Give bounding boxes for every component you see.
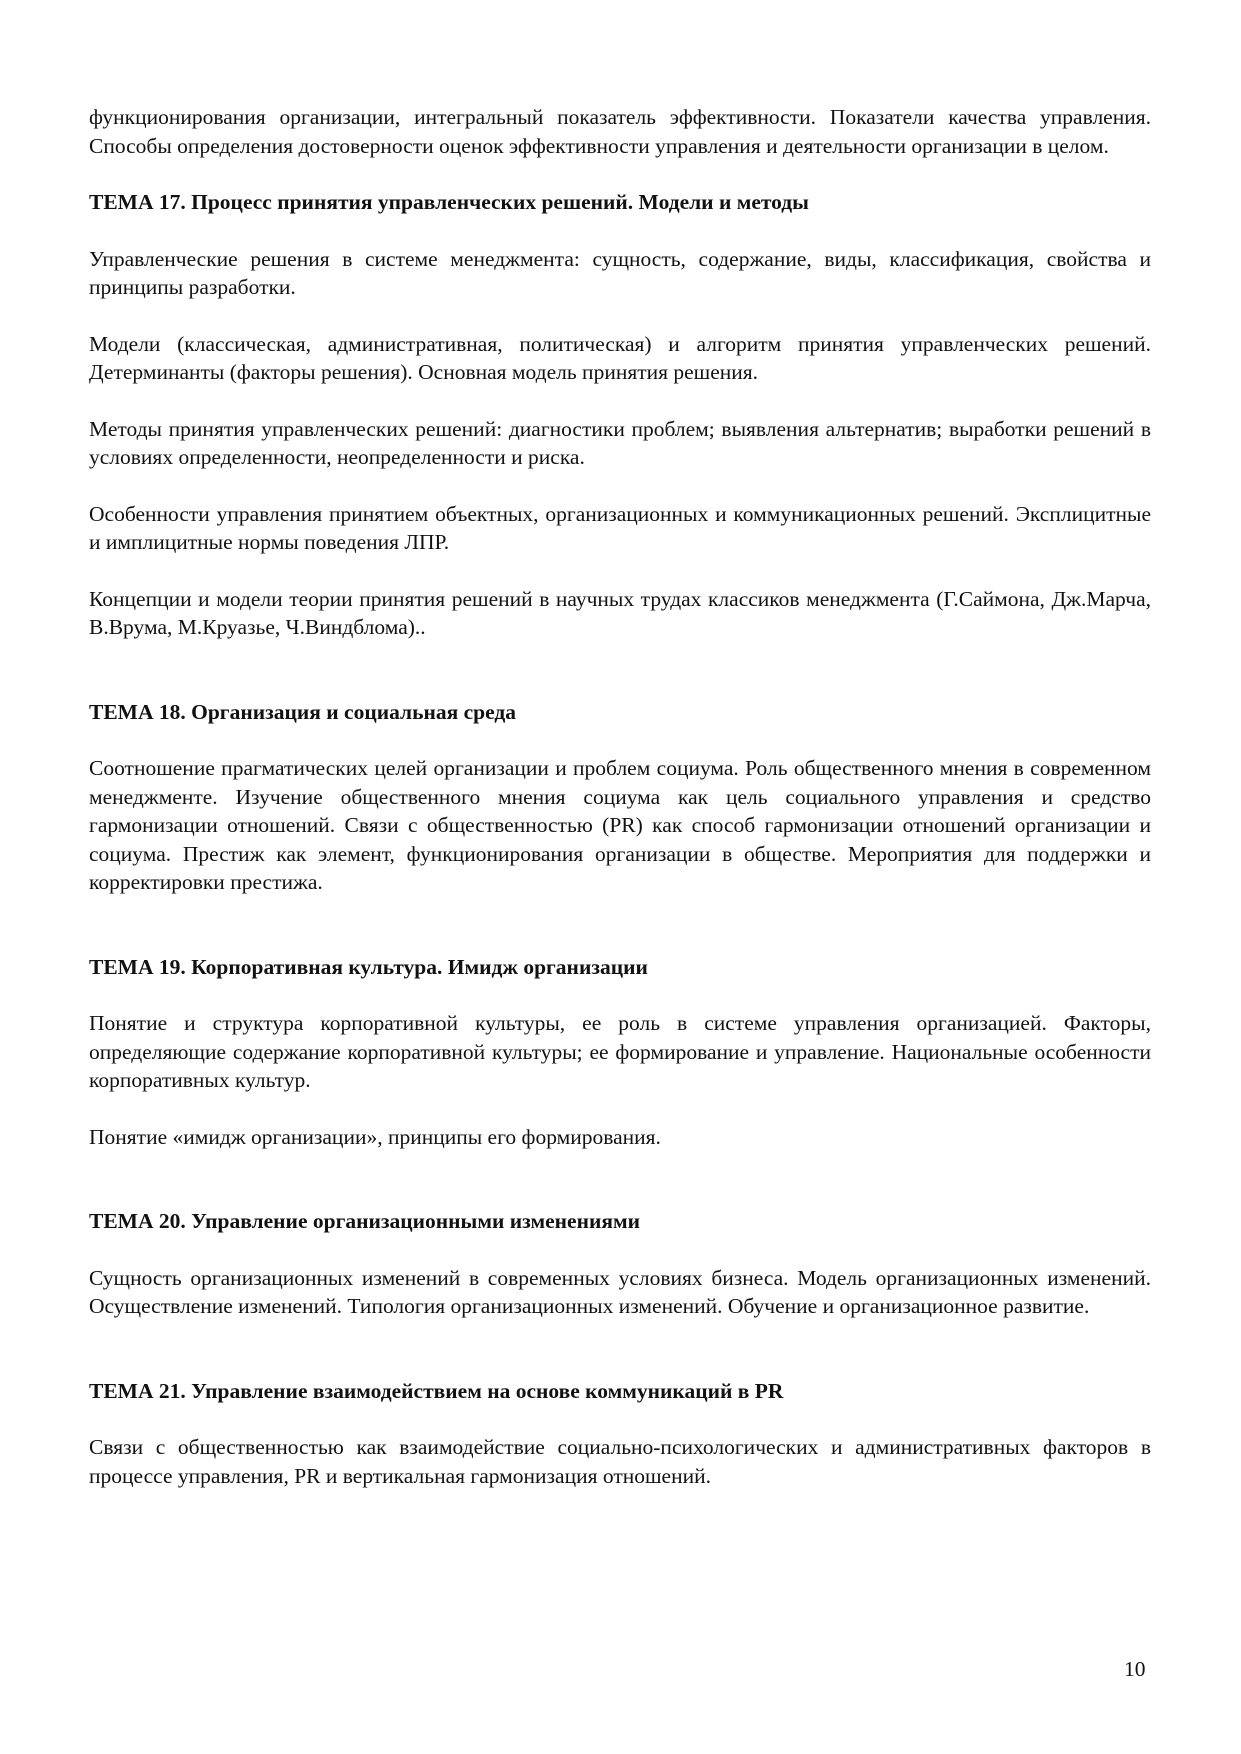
paragraph: Концепции и модели теории принятия решений в научных трудах классиков менеджмента (Г.Саймона, Дж.Марча, В.Врума, М.Круазье, Ч.Виндблома).. <box>89 586 1151 639</box>
paragraph: Связи с общественностью как взаимодействие социально-психологических и административных факторов в процессе управления, PR и вертикальная гармонизация отношений. <box>89 1435 1151 1488</box>
page-content <box>89 103 1151 1490</box>
intro-paragraph: функционирования организации, интегральный показатель эффективности. Показатели качества управления. Способы определения достоверности оценок эффективности управления и деятельности организации в целом. <box>89 105 1151 158</box>
paragraph: Управленческие решения в системе менеджмента: сущность, содержание, виды, классификация, свойства и принципы разработки. <box>89 246 1151 299</box>
section-heading: ТЕМА 17. Процесс принятия управленческих решений. Модели и методы <box>89 190 809 214</box>
section-heading: ТЕМА 19. Корпоративная культура. Имидж организации <box>89 954 648 979</box>
section-heading: ТЕМА 18. Организация и социальная среда <box>89 699 516 724</box>
paragraph: Особенности управления принятием объектных, организационных и коммуникационных решений. Эксплицитные и имплицитные нормы поведения ЛПР. <box>89 501 1151 554</box>
paragraph: Методы принятия управленческих решений: диагностики проблем; выявления альтернатив; выработки решений в условиях определенности, неопределенности и риска. <box>89 416 1151 469</box>
paragraph: Понятие и структура корпоративной культуры, ее роль в системе управления организацией. Факторы, определяющие содержание корпоративной культуры; ее формирование и управление. Национальные особенности корпоративных культур. <box>89 1011 1151 1092</box>
paragraph: Модели (классическая, административная, политическая) и алгоритм принятия управленческих решений. Детерминанты (факторы решения). Основная модель принятия решения. <box>89 331 1151 384</box>
section-heading: ТЕМА 21. Управление взаимодействием на основе коммуникаций в PR <box>89 1378 784 1403</box>
section-heading: ТЕМА 20. Управление организационными изменениями <box>89 1209 641 1233</box>
page-number: 10 <box>1124 1657 1146 1681</box>
paragraph: Сущность организационных изменений в современных условиях бизнеса. Модель организационных изменений. Осуществление изменений. Типология организационных изменений. Обучение и организационное развитие. <box>89 1265 1151 1318</box>
paragraph: Соотношение прагматических целей организации и проблем социума. Роль общественного мнения в современном менеджменте. Изучение общественного мнения социума как цель социального управления и средство гармонизации отношений. Связи с общественностью (PR) как способ гармонизации отношений организации и социума. Престиж как элемент, функционирования организации в обществе. Мероприятия для поддержки и корректировки престижа. <box>89 756 1151 894</box>
paragraph: Понятие «имидж организации», принципы его формирования. <box>89 1124 661 1149</box>
